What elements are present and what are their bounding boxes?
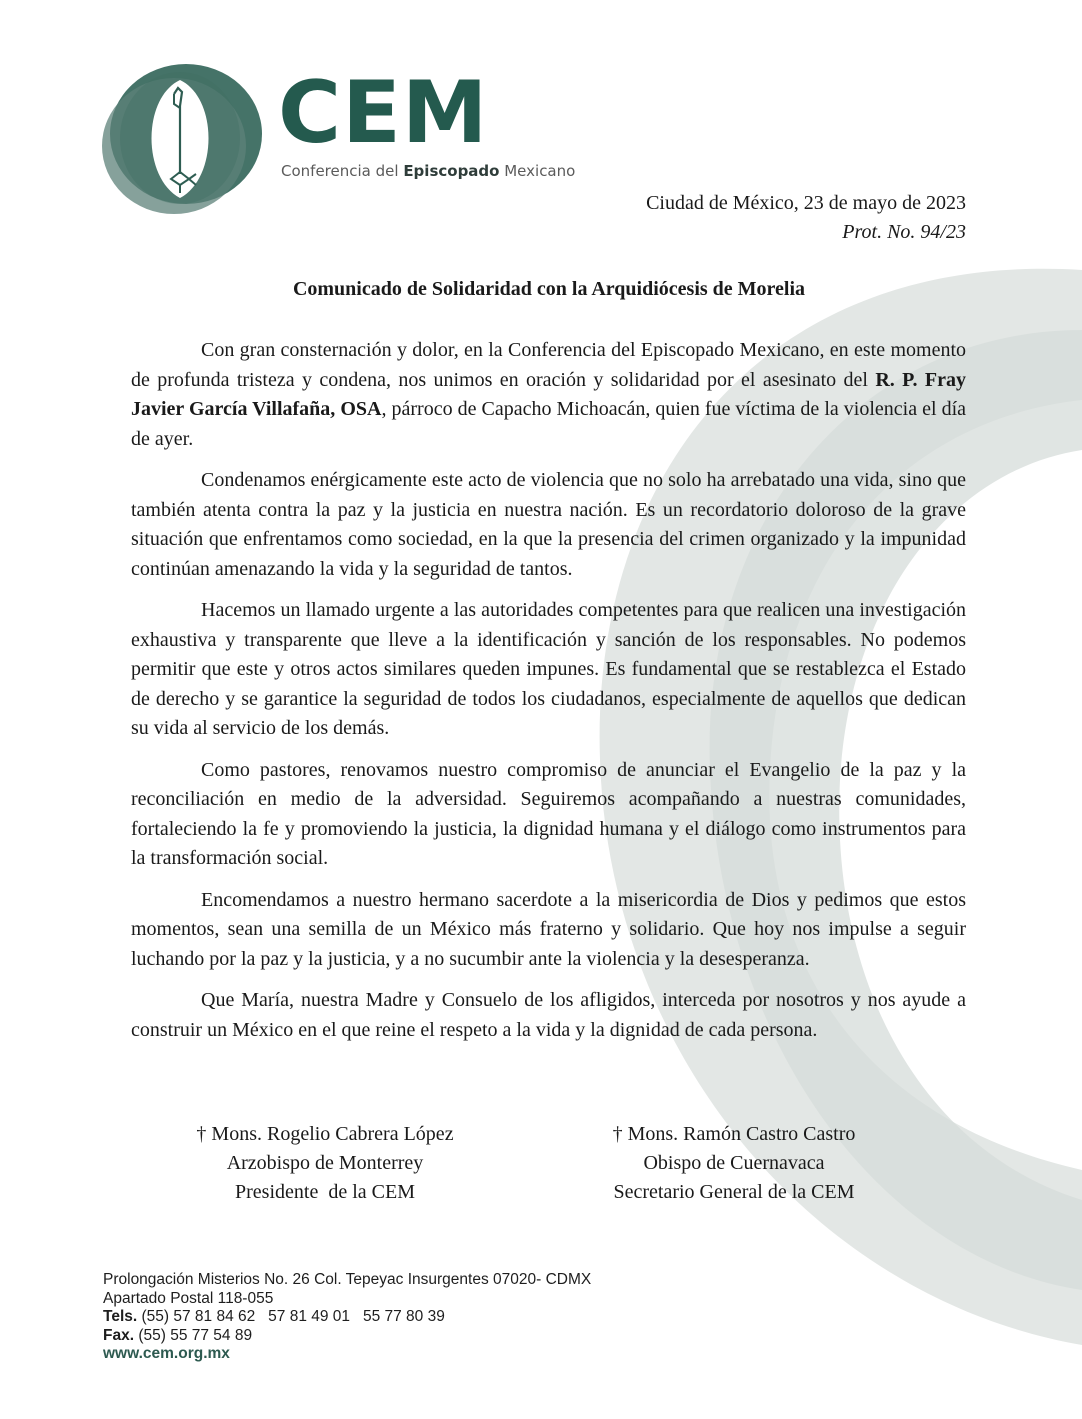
paragraph-5: Encomendamos a nuestro hermano sacerdote a la misericordia de Dios y pedimos que estos momentos, sean una semilla de un México más fraterno y solidario. Que hoy nos impulse a seguir luchando por la paz y la justicia, y a no sucumbir ante la violencia y la desesperanza.	[131, 888, 966, 970]
footer-contact	[103, 1271, 591, 1364]
document-title: Comunicado de Solidaridad con la Arquidiócesis de Morelia	[292, 278, 806, 300]
signatory-role: Arzobispo de Monterrey	[226, 1152, 424, 1174]
paragraph-4: Como pastores, renovamos nuestro compromiso de anunciar el Evangelio de la paz y la reconciliación en medio de la adversidad. Seguiremos acompañando a nuestras comunidades, fortaleciendo la fe y promoviendo la justicia, la dignidad humana y el diálogo como instrumentos para la transformación social.	[131, 758, 966, 869]
paragraph-2: Condenamos enérgicamente este acto de violencia que no solo ha arrebatado una vida, sino que también atenta contra la paz y la justicia en nuestra nación. Es un recordatorio doloroso de la grave situación que enfrentamos como sociedad, en la que la presencia del crimen organizado y la impunidad continúan amenazando la vida y la seguridad de tantos.	[131, 469, 966, 580]
place-date: Ciudad de México, 23 de mayo de 2023	[646, 192, 966, 214]
paragraph-3: Hacemos un llamado urgente a las autoridades competentes para que realicen una investigación exhaustiva y transparente que lleve a la identificación y sanción de los responsables. No podemos permitir que este y otros actos similares queden impunes. Es fundamental que se restablezca el Estado de derecho y se garantice la seguridad de todos los ciudadanos, especialmente de aquellos que dedican su vida al servicio de los demás.	[131, 599, 966, 739]
letter-body	[131, 336, 966, 1057]
signatory-title: Secretario General de la CEM	[613, 1181, 855, 1203]
signatory-name: † Mons. Ramón Castro Castro	[612, 1123, 856, 1145]
signature-right	[594, 1120, 874, 1207]
footer-website-link[interactable]: www.cem.org.mx	[103, 1345, 230, 1362]
cem-logo	[100, 58, 620, 218]
signatory-name: † Mons. Rogelio Cabrera López	[196, 1123, 454, 1145]
paragraph-1: Con gran consternación y dolor, en la Conferencia del Episcopado Mexicano, en este momento de profunda tristeza y condena, nos unimos en oración y solidaridad por el asesinato del R. P. Fray Javier García Villafaña, OSA, párroco de Capacho Michoacán, quien fue víctima de la violencia el día de ayer.	[131, 339, 967, 450]
logo-subtitle: Conferencia del Episcopado Mexicano	[281, 162, 576, 180]
protocol-number: Prot. No. 94/23	[842, 221, 966, 243]
logo-wordmark: CEM	[278, 63, 489, 163]
crozier-in-circles-icon	[100, 58, 264, 216]
signature-left	[170, 1120, 480, 1207]
footer-address: Prolongación Misterios No. 26 Col. Tepeyac Insurgentes 07020- CDMX	[103, 1271, 592, 1288]
dateline	[646, 189, 966, 247]
paragraph-6: Que María, nuestra Madre y Consuelo de los afligidos, interceda por nosotros y nos ayude a construir un México en el que reine el respeto a la vida y la dignidad de cada persona.	[131, 989, 966, 1041]
footer-po-box: Apartado Postal 118-055	[103, 1289, 274, 1307]
footer-phones: Tels. (55) 57 81 84 62 57 81 49 01 55 77 80 39	[103, 1308, 445, 1325]
footer-fax: Fax. (55) 55 77 54 89	[103, 1326, 253, 1344]
priest-name: R. P. Fray Javier García Villafaña, OSA	[131, 368, 966, 420]
signatory-title: Presidente de la CEM	[235, 1181, 415, 1203]
signatory-role: Obispo de Cuernavaca	[643, 1152, 825, 1174]
